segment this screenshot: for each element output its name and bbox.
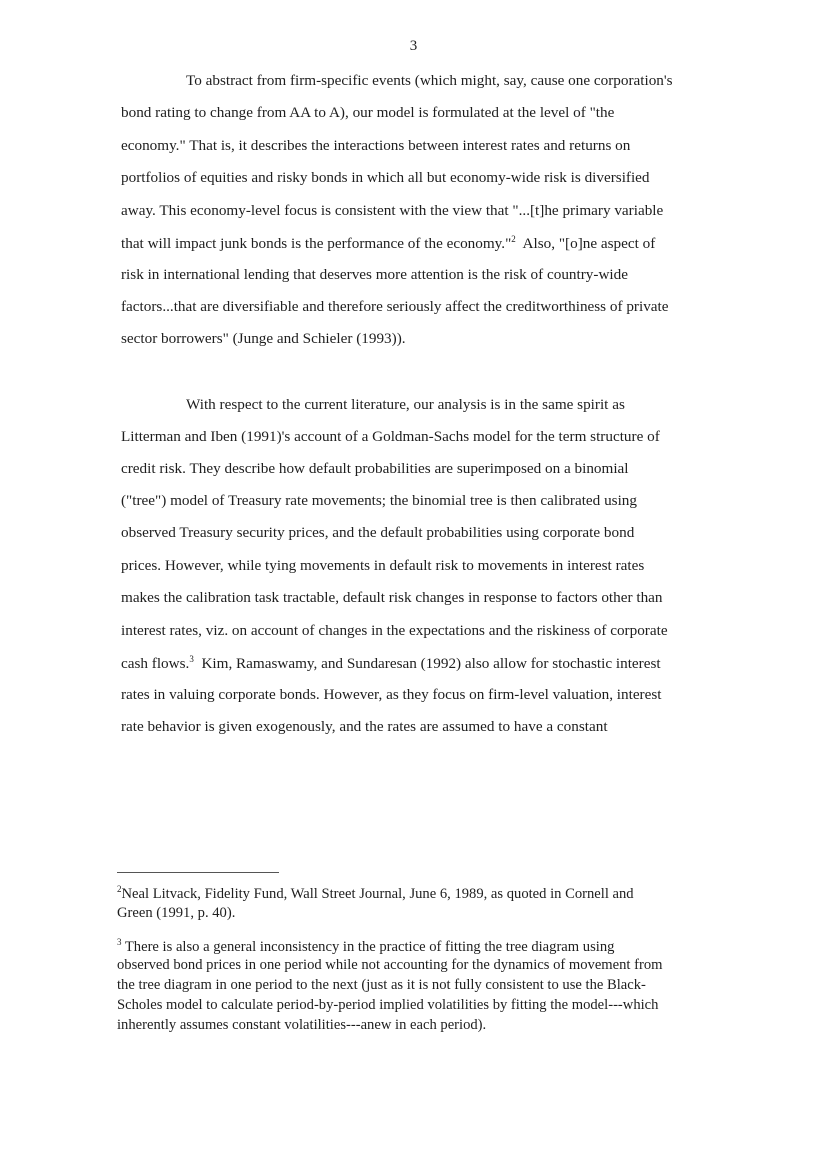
text-line: away. This economy-level focus is consistent with the view that "...[t]he primary variable	[121, 202, 664, 219]
page-number: 3	[409, 38, 418, 54]
text-line	[121, 655, 661, 671]
text-line: rate behavior is given exogenously, and the rates are assumed to have a constant	[121, 718, 608, 735]
footnote-line: observed bond prices in one period while not accounting for the dynamics of movement from	[117, 957, 663, 973]
footnote-mark: 2	[117, 884, 122, 894]
text-segment: Also, "[o]ne aspect of	[515, 235, 656, 253]
text-segment: that will impact junk bonds is the performance of the economy."	[121, 235, 512, 253]
footnote-text: Neal Litvack, Fidelity Fund, Wall Street Journal, June 6, 1989, as quoted in Cornell and	[121, 885, 634, 902]
text-line: portfolios of equities and risky bonds in which all but economy-wide risk is diversified	[121, 169, 650, 186]
footnote-line	[117, 885, 634, 901]
footnote-rule	[117, 872, 279, 873]
footnote-line: the tree diagram in one period to the next (just as it is not fully consistent to use the Black-	[117, 977, 646, 993]
text-line: Litterman and Iben (1991)'s account of a Goldman-Sachs model for the term structure of	[121, 428, 660, 445]
text-line: prices. However, while tying movements in default risk to movements in interest rates	[121, 557, 645, 574]
footnote-ref-3: 3	[189, 654, 194, 664]
text-line: ("tree") model of Treasury rate movements; the binomial tree is then calibrated using	[121, 492, 637, 509]
footnote-line: Scholes model to calculate period-by-period implied volatilities by fitting the model---which	[117, 997, 659, 1013]
text-line: bond rating to change from AA to A), our model is formulated at the level of "the	[121, 104, 615, 121]
footnote-line	[117, 938, 614, 954]
footnote-line: inherently assumes constant volatilities---anew in each period).	[117, 1017, 487, 1033]
text-line: sector borrowers" (Junge and Schieler (1993)).	[121, 330, 406, 347]
text-line: credit risk. They describe how default probabilities are superimposed on a binomial	[121, 460, 629, 477]
text-line: risk in international lending that deserves more attention is the risk of country-wide	[121, 266, 628, 283]
text-segment: cash flows.	[121, 655, 190, 673]
footnote-line: Green (1991, p. 40).	[117, 905, 236, 921]
text-line: factors...that are diversifiable and therefore seriously affect the creditworthiness of private	[121, 298, 669, 315]
text-line: rates in valuing corporate bonds. However, as they focus on firm-level valuation, interest	[121, 686, 662, 703]
text-line	[121, 235, 655, 251]
text-line: To abstract from firm-specific events (which might, say, cause one corporation's	[186, 72, 673, 89]
text-line: observed Treasury security prices, and the default probabilities using corporate bond	[121, 524, 635, 541]
text-line: economy." That is, it describes the interactions between interest rates and returns on	[121, 137, 631, 154]
text-line: With respect to the current literature, our analysis is in the same spirit as	[186, 396, 625, 413]
text-segment: Kim, Ramaswamy, and Sundaresan (1992) also allow for stochastic interest	[193, 655, 661, 673]
footnote-ref-2: 2	[511, 234, 516, 244]
text-line: interest rates, viz. on account of changes in the expectations and the riskiness of corporate	[121, 622, 668, 639]
footnote-mark: 3	[117, 937, 122, 947]
text-line: makes the calibration task tractable, default risk changes in response to factors other than	[121, 589, 663, 606]
footnote-text: There is also a general inconsistency in the practice of fitting the tree diagram using	[121, 938, 615, 955]
